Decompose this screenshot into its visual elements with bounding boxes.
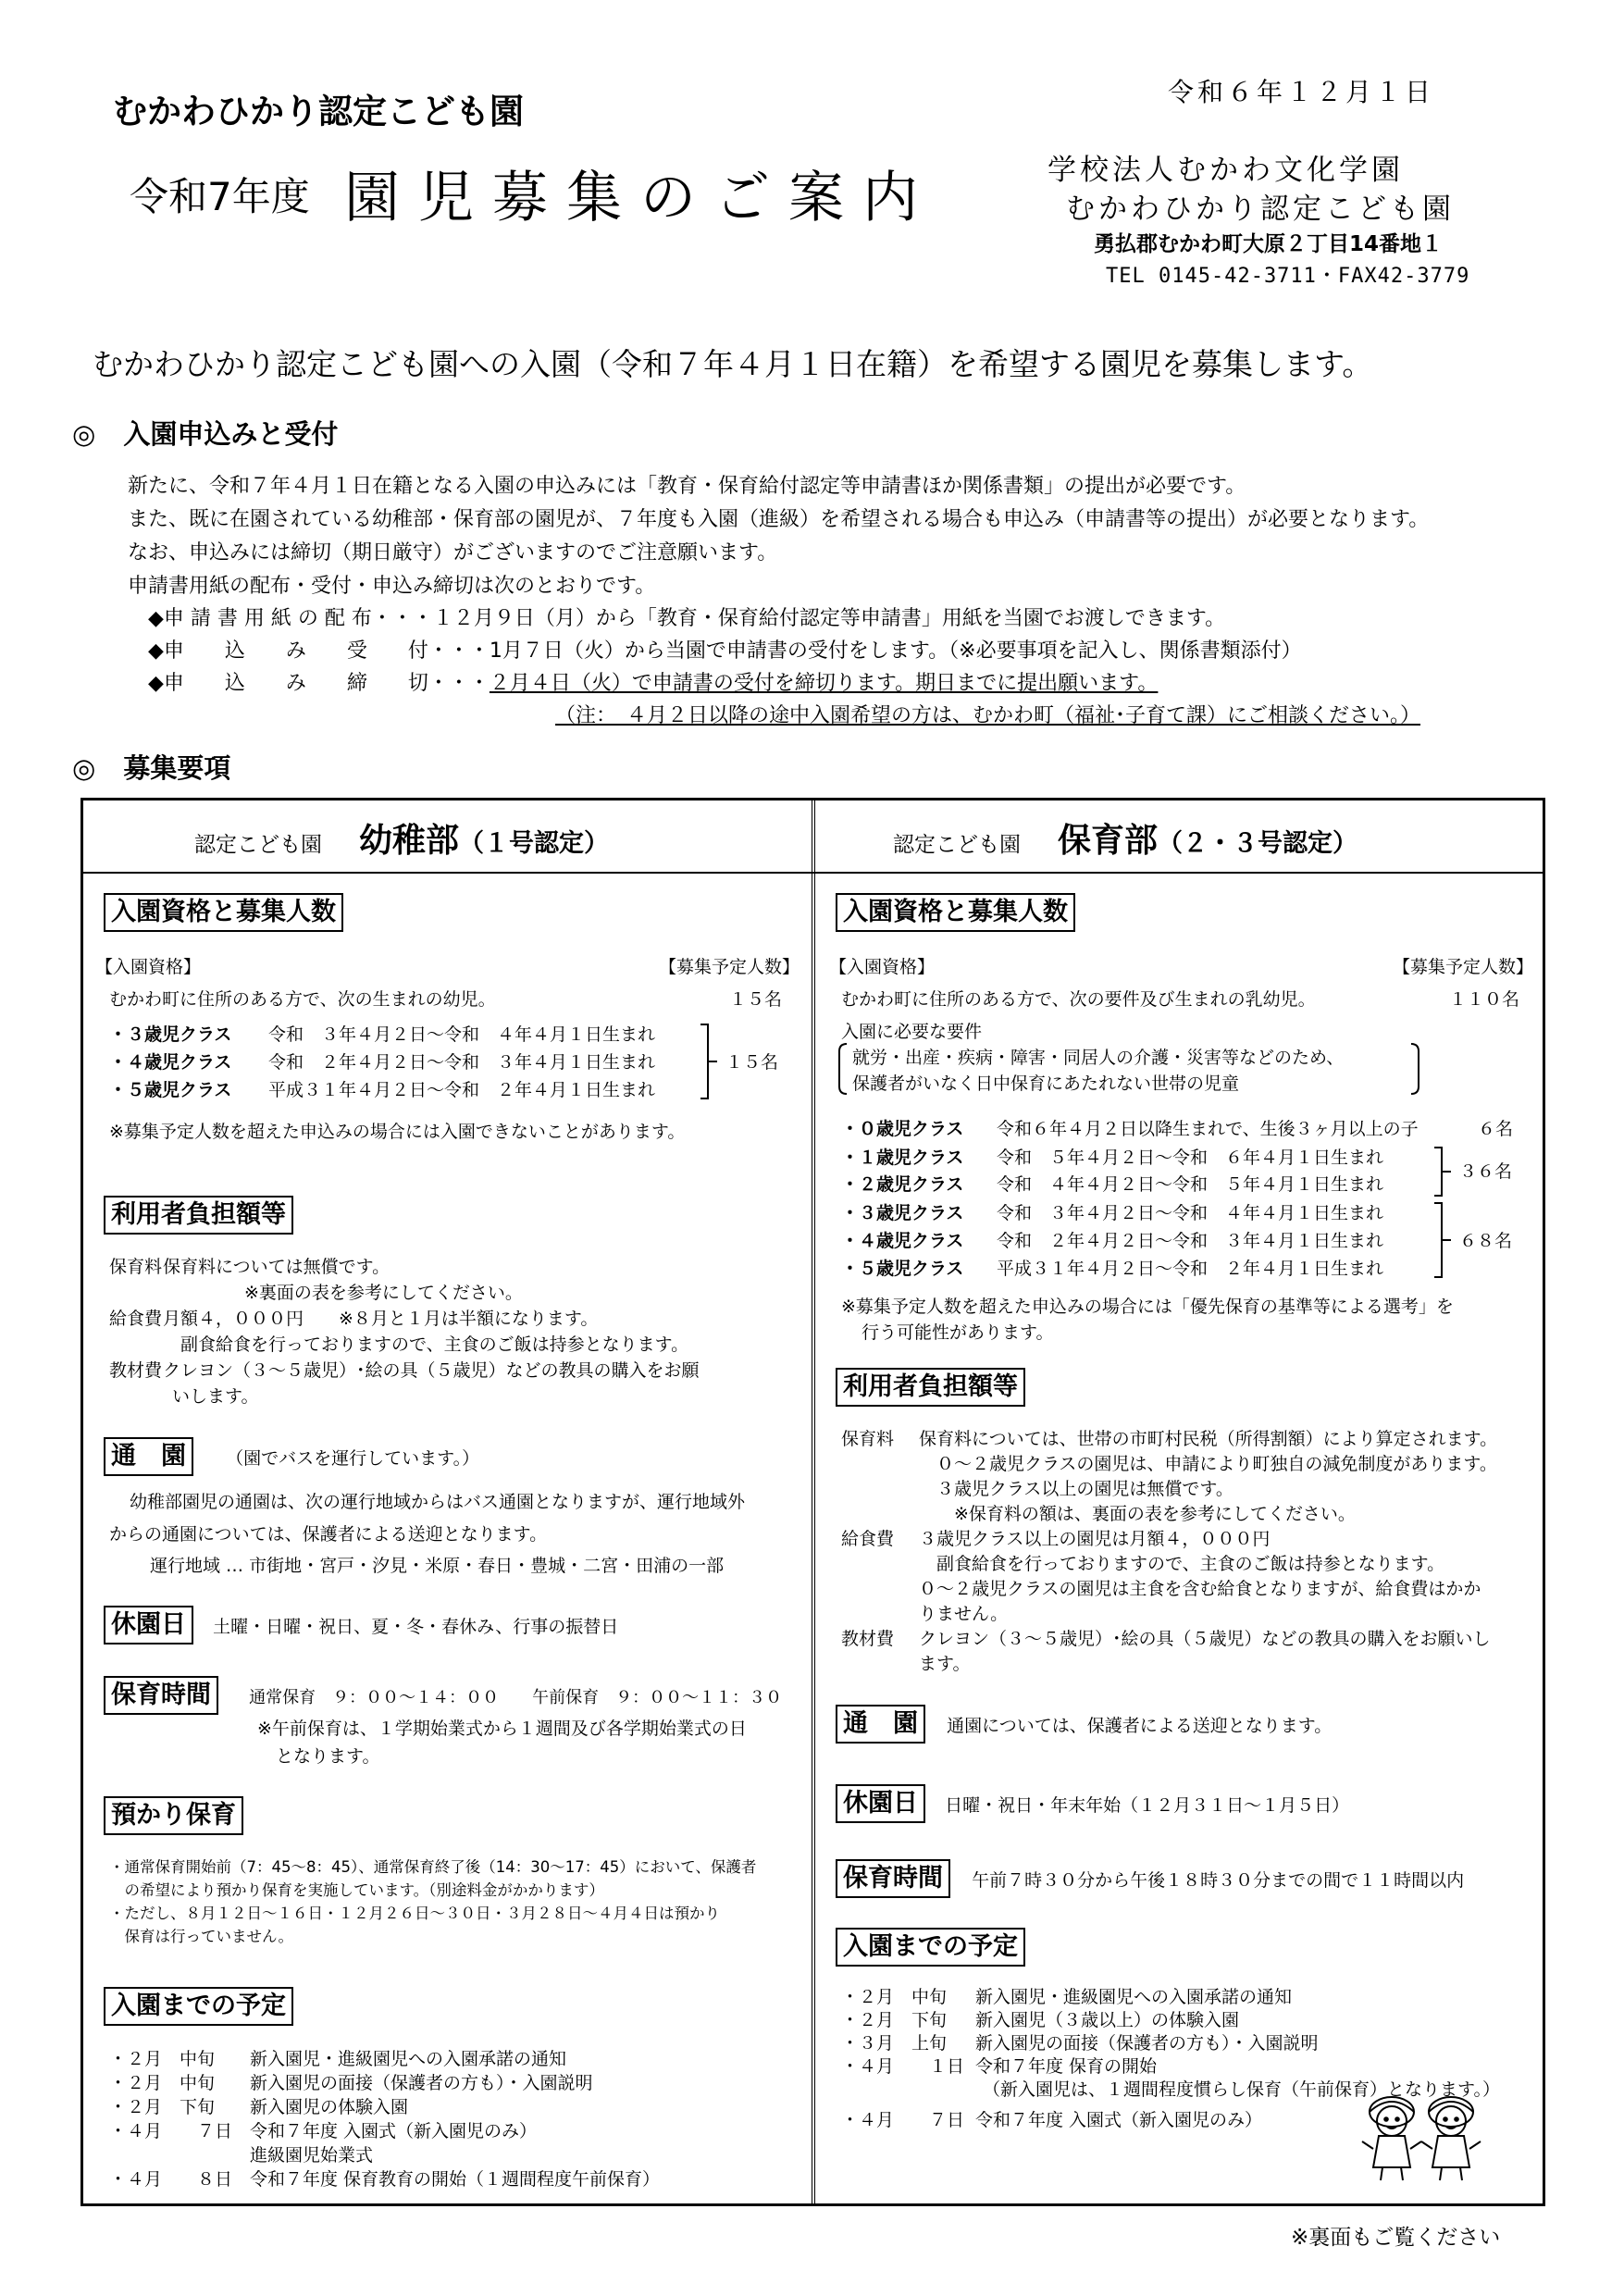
section-title: 入園申込みと受付 [123, 418, 339, 450]
page-title-year: 令和7年度 [130, 174, 310, 219]
fee-row [841, 1552, 1497, 1577]
schedule-when: ・２月 下旬 [109, 2097, 216, 2117]
schedule-row [841, 2009, 1500, 2032]
class-name: ・１歳児クラス [841, 1148, 964, 1168]
right-class-row [841, 1199, 1383, 1224]
fee-row [841, 1452, 1497, 1477]
left-fee-list [109, 1254, 700, 1409]
class-name: ・０歳児クラス [841, 1119, 964, 1139]
header-suffix: （２・３号認定） [1158, 829, 1358, 858]
left-schedule-list [109, 2047, 660, 2191]
box-heading: 利用者負担額等 [836, 1368, 1025, 1407]
fee-row [841, 1652, 1497, 1677]
right-req-title: 入園に必要な要件 [841, 1022, 983, 1042]
box-heading: 通 園 [836, 1705, 925, 1744]
right-class-row [841, 1227, 1383, 1252]
commute-note: （園でバスを運行しています。） [226, 1448, 480, 1469]
commute-text: 通園については、保護者による送迎となります。 [947, 1716, 1333, 1736]
box-heading: 休園日 [836, 1784, 925, 1823]
right-qual-text: むかわ町に住所のある方で、次の要件及び生まれの乳幼児。 [841, 989, 1316, 1010]
class-range: 令和 ２年４月２日～令和 ３年４月１日生まれ [268, 1052, 656, 1073]
fee-text: いします。 [172, 1386, 259, 1407]
fee-text: ０～２歳児クラスの園児は、申請により町独自の減免制度があります。 [919, 1454, 1497, 1474]
schedule-what: 令和７年度 入園式（新入園児のみ） [975, 2110, 1263, 2130]
schedule-what: 令和７年度 保育教育の開始（１週間程度午前保育） [250, 2169, 661, 2190]
fee-text: ※裏面の表を参考にしてください。 [209, 1283, 523, 1303]
hours-text: 通常保育 ９：００～１４：００ 午前保育 ９：００～１１：３０ [249, 1688, 783, 1707]
item-label: ◆申 請 書 用 紙 の 配 布・・・ [148, 607, 433, 630]
care-line: ・ただし、８月１２日～１６日・１２月２６日～３０日・３月２８日～４月４日は預かり [109, 1905, 720, 1922]
application-item-deadline [148, 667, 1158, 696]
children-illustration [1353, 2084, 1492, 2186]
schedule-row [109, 2047, 660, 2071]
fee-row [841, 1427, 1497, 1452]
schedule-what: 新入園児の体験入園 [250, 2097, 409, 2117]
schedule-what: （新入園児は、１週間程度慣らし保育（午前保育）となります。） [983, 2079, 1500, 2100]
left-schedule-heading [104, 1987, 293, 2026]
right-schedule-heading [836, 1928, 1025, 1967]
left-class-row [109, 1076, 655, 1101]
schedule-row [841, 1986, 1500, 2009]
left-care-list [109, 1855, 756, 1948]
box-heading: 利用者負担額等 [104, 1196, 293, 1235]
org-address: 勇払郡むかわ町大原２丁目14番地１ [1094, 232, 1444, 256]
table-column-divider [812, 798, 815, 2206]
fee-label: 教材費 [109, 1360, 163, 1381]
left-qual-label: 【入園資格】 [95, 957, 202, 977]
box-heading: 入園資格と募集人数 [836, 893, 1075, 932]
org-name: むかわひかり認定こども園 [1066, 192, 1455, 226]
fee-text: ※保育料の額は、裏面の表を参考にしてください。 [919, 1504, 1356, 1524]
schedule-row [841, 2032, 1500, 2055]
fee-row [841, 1627, 1497, 1652]
page-title: 園児募集のご案内 [344, 166, 936, 230]
left-cap-label: 【募集予定人数】 [659, 957, 800, 977]
application-item-reception [148, 635, 1302, 664]
fee-text: 月額４，０００円 ※８月と１月は半額になります。 [163, 1309, 599, 1329]
right-class12-bracket [1432, 1146, 1453, 1198]
box-heading: 入園までの予定 [836, 1928, 1025, 1967]
right-commute-heading [836, 1705, 1332, 1744]
right-class345-bracket [1432, 1201, 1453, 1279]
right-class-row [841, 1171, 1383, 1196]
left-class-total: １５名 [725, 1052, 779, 1073]
right-cap-label: 【募集予定人数】 [1393, 957, 1534, 977]
fee-text: ０～２歳児クラスの園児は主食を含む給食となりますが、給食費はかか [919, 1579, 1481, 1599]
fee-text: ３歳児クラス以上の園児は月額４，０００円 [919, 1529, 1271, 1549]
schedule-when: ・３月 上旬 [841, 2033, 948, 2054]
item-text: １２月９日（月）から「教育・保育給付認定等申請書」用紙を当園でお渡しできます。 [432, 607, 1226, 630]
left-commute-heading [104, 1437, 479, 1476]
class-range: 令和６年４月２日以降生まれで、生後３ヶ月以上の子 [997, 1119, 1419, 1139]
class-name: ・３歳児クラス [841, 1203, 964, 1223]
item-text: 1月７日（火）から当園で申請書の受付をします。（※必要事項を記入し、関係書類添付） [489, 639, 1302, 663]
class-range: 令和 ３年４月２日～令和 ４年４月１日生まれ [997, 1203, 1384, 1223]
fee-row [841, 1602, 1497, 1627]
right-class-row [841, 1144, 1383, 1169]
schedule-row [841, 2055, 1500, 2079]
class-range: 平成３１年４月２日～令和 ２年４月１日生まれ [268, 1080, 656, 1100]
fee-text: 保育料については無償です。 [163, 1257, 391, 1277]
class-name: ・４歳児クラス [841, 1231, 964, 1251]
fee-label: 教材費 [841, 1629, 895, 1649]
fee-text: 副食給食を行っておりますので、主食のご飯は持参となります。 [919, 1554, 1445, 1574]
care-line: ・通常保育開始前（7：45～8：45）、通常保育終了後（14：30～17：45）において、保護者 [109, 1858, 757, 1876]
left-qual-count: １５名 [729, 989, 783, 1010]
schedule-when: ・４月 ７日 [841, 2110, 965, 2130]
org-corporation: 学校法人むかわ文化学園 [1048, 154, 1404, 187]
class-range: 平成３１年４月２日～令和 ２年４月１日生まれ [997, 1259, 1384, 1279]
left-commute-line-2: からの通園については、保護者による送迎となります。 [109, 1524, 548, 1545]
left-fee-heading [104, 1196, 293, 1235]
application-note: （注： ４月２日以降の途中入園希望の方は、むかわ町（福祉･子育て課）にご相談ください。） [555, 704, 1421, 727]
schedule-what: 令和７年度 保育の開始 [975, 2056, 1158, 2077]
header-main: 保育部 [1058, 822, 1159, 860]
fee-label: 保育料 [841, 1429, 895, 1449]
item-label: ◆申 込 み 締 切・・・ [148, 672, 490, 695]
right-class0-count: ６名 [1478, 1119, 1514, 1139]
header-suffix: （１号認定） [459, 829, 610, 858]
left-hours-note-1: ※午前保育は、１学期始業式から１週間及び各学期始業式の日 [257, 1719, 747, 1739]
schedule-when: ・４月 ８日 [109, 2169, 233, 2190]
left-qual-heading [104, 893, 343, 932]
req-bracket-left [837, 1042, 849, 1096]
application-line-2: また、既に在園されている幼稚部・保育部の園児が、７年度も入園（進級）を希望される場合も申込み（申請書等の提出）が必要となります。 [128, 508, 1430, 531]
class-range: 令和 ２年４月２日～令和 ３年４月１日生まれ [997, 1231, 1384, 1251]
class-name: ・４歳児クラス [109, 1052, 232, 1073]
header-main: 幼稚部 [359, 822, 460, 860]
schedule-when: ・４月 １日 [841, 2056, 965, 2077]
school-name: むかわひかり認定こども園 [113, 92, 524, 131]
application-line-1: 新たに、令和７年４月１日在籍となる入園の申込みには「教育・保育給付認定等申請書ほか関係書類」の提出が必要です。 [128, 475, 1246, 498]
box-heading: 入園資格と募集人数 [104, 893, 343, 932]
class-range: 令和 ４年４月２日～令和 ５年４月１日生まれ [997, 1174, 1384, 1195]
schedule-what: 進級園児始業式 [250, 2145, 374, 2166]
fee-label: 給食費 [841, 1529, 895, 1549]
right-count12: ３６名 [1459, 1161, 1513, 1182]
req-bracket-right [1409, 1042, 1420, 1096]
left-class-row [109, 1049, 655, 1074]
box-heading: 通 園 [104, 1437, 193, 1476]
box-heading: 休園日 [104, 1606, 193, 1644]
fee-row [841, 1577, 1497, 1602]
fee-row [109, 1358, 700, 1384]
schedule-when: ・２月 中旬 [109, 2073, 216, 2093]
left-hours-note-2: となります。 [276, 1746, 380, 1767]
class-name: ・２歳児クラス [841, 1174, 964, 1195]
schedule-what: 新入園児（３歳以上）の体験入園 [975, 2010, 1240, 2030]
box-heading: 保育時間 [836, 1859, 950, 1898]
item-label: ◆申 込 み 受 付・・・ [148, 639, 490, 663]
right-qual-count: １１０名 [1449, 989, 1520, 1010]
right-over-note-1: ※募集予定人数を超えた申込みの場合には「優先保育の基準等による選考」を [841, 1297, 1454, 1317]
fee-row [109, 1254, 700, 1280]
left-qual-text: むかわ町に住所のある方で、次の生まれの幼児。 [109, 989, 496, 1010]
left-commute-line-1: 幼稚部園児の通園は、次の運行地域からはバス通園となりますが、運行地域外 [130, 1492, 746, 1512]
fee-row [841, 1502, 1497, 1527]
box-heading: 預かり保育 [104, 1796, 243, 1835]
right-qual-label: 【入園資格】 [829, 957, 936, 977]
left-over-note: ※募集予定人数を超えた申込みの場合には入園できないことがあります。 [109, 1122, 686, 1142]
section-recruitment-heading [72, 748, 230, 786]
fee-label: 給食費 [109, 1309, 163, 1329]
schedule-when: ・２月 中旬 [109, 2049, 216, 2069]
fee-text: りません。 [919, 1604, 1009, 1624]
left-commute-line-3: 運行地域 … 市街地・宮戸・汐見・米原・春日・豊城・二宮・田浦の一部 [150, 1556, 725, 1576]
holiday-text: 土曜・日曜・祝日、夏・冬・春休み、行事の振替日 [213, 1617, 619, 1637]
fee-row [109, 1384, 700, 1409]
right-fee-list [841, 1427, 1497, 1677]
fee-row [109, 1280, 700, 1306]
section-application-heading [72, 414, 338, 452]
footer-note: ※裏面もご覧ください [1291, 2226, 1501, 2250]
fee-text: ます。 [919, 1654, 971, 1674]
schedule-what: 令和７年度 入園式（新入園児のみ） [250, 2121, 538, 2141]
req-line-1: 就労・出産・疾病・障害・同居人の介護・災害等などのため、 [852, 1048, 1345, 1068]
application-line-3: なお、申込みには締切（期日厳守）がございますのでご注意願います。 [128, 541, 778, 565]
box-heading: 保育時間 [104, 1676, 218, 1715]
care-line: 保育は行っていません。 [109, 1928, 293, 1945]
care-line: の希望により預かり保育を実施しています。（別途料金がかかります） [109, 1881, 604, 1899]
left-class-bracket [699, 1023, 719, 1100]
right-req-box [837, 1042, 1420, 1096]
class-name: ・５歳児クラス [841, 1259, 964, 1279]
right-holiday-heading [836, 1784, 1349, 1823]
left-hours-heading [104, 1676, 782, 1715]
box-heading: 入園までの予定 [104, 1987, 293, 2026]
schedule-what: 新入園児・進級園児への入園承諾の通知 [250, 2049, 567, 2069]
holiday-text: 日曜・祝日・年末年始（１２月３１日～１月５日） [945, 1795, 1350, 1816]
application-item-distribution [148, 602, 1225, 631]
left-class-row [109, 1021, 655, 1046]
schedule-row [109, 2071, 660, 2095]
class-name: ・３歳児クラス [109, 1024, 232, 1045]
schedule-row [109, 2095, 660, 2119]
req-line-2: 保護者がいなく日中保育にあたれない世帯の児童 [852, 1074, 1240, 1094]
fee-row [841, 1527, 1497, 1552]
fee-row [109, 1332, 700, 1358]
left-holiday-heading [104, 1606, 618, 1644]
fee-row [109, 1306, 700, 1332]
schedule-row [109, 2167, 660, 2191]
schedule-what: 新入園児の面接（保護者の方も）・入園説明 [975, 2033, 1319, 2054]
org-tel-fax: TEL 0145-42-3711・FAX42-3779 [1106, 265, 1470, 288]
right-class-row [841, 1255, 1383, 1280]
schedule-when: ・４月 ７日 [109, 2121, 233, 2141]
hours-text: 午前７時３０分から午後１８時３０分までの間で１１時間以内 [972, 1870, 1465, 1891]
schedule-what: 新入園児の面接（保護者の方も）・入園説明 [250, 2073, 593, 2093]
class-name: ・５歳児クラス [109, 1080, 232, 1100]
schedule-when: ・２月 下旬 [841, 2010, 948, 2030]
schedule-what: 新入園児・進級園児への入園承諾の通知 [975, 1987, 1293, 2007]
schedule-row [109, 2143, 660, 2167]
right-over-note-2: 行う可能性があります。 [862, 1322, 1054, 1343]
right-count345: ６８名 [1459, 1231, 1513, 1251]
right-qual-heading [836, 893, 1075, 932]
left-care-heading [104, 1796, 243, 1835]
bullet-mark: ◎ [72, 752, 96, 784]
lead-statement: むかわひかり認定こども園への入園（令和７年４月１日在籍）を希望する園児を募集します。 [93, 346, 1373, 382]
fee-text: 副食給食を行っておりますので、主食のご飯は持参となります。 [163, 1334, 689, 1355]
schedule-row [109, 2119, 660, 2143]
class-range: 令和 ５年４月２日～令和 ６年４月１日生まれ [997, 1148, 1384, 1168]
kindergarten-header [194, 814, 609, 862]
section-title: 募集要項 [123, 752, 231, 784]
document-date: 令和６年１２月１日 [1168, 77, 1435, 107]
nursery-header [893, 814, 1357, 862]
right-fee-heading [836, 1368, 1025, 1407]
class-range: 令和 ３年４月２日～令和 ４年４月１日生まれ [268, 1024, 656, 1045]
bullet-mark: ◎ [72, 418, 96, 450]
header-prefix: 認定こども園 [194, 833, 322, 857]
fee-row [841, 1477, 1497, 1502]
fee-text: 保育料については、世帯の市町村民税（所得割額）により算定されます。 [919, 1429, 1498, 1449]
right-hours-heading [836, 1859, 1464, 1898]
right-class0-row [841, 1115, 1419, 1140]
schedule-when: ・２月 中旬 [841, 1987, 948, 2007]
item-text: ２月４日（火）で申請書の受付を締切ります。期日までに提出願います。 [489, 672, 1159, 695]
header-prefix: 認定こども園 [893, 833, 1021, 857]
fee-text: ３歳児クラス以上の園児は無償です。 [919, 1479, 1233, 1499]
fee-text: クレヨン（３～５歳児）･絵の具（５歳児）などの教具の購入をお願 [163, 1360, 700, 1381]
fee-label: 保育料 [109, 1257, 163, 1277]
application-line-4: 申請書用紙の配布・受付・申込み締切は次のとおりです。 [128, 575, 656, 598]
fee-text: クレヨン（３～５歳児）･絵の具（５歳児）などの教具の購入をお願いし [919, 1629, 1491, 1649]
